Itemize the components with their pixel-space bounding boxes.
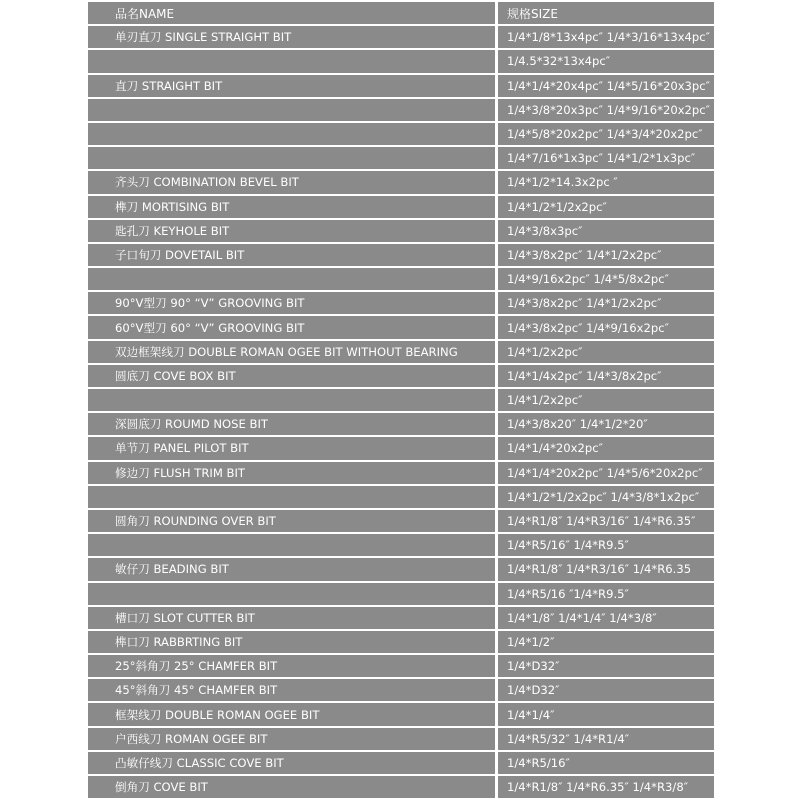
table-row — [88, 510, 714, 532]
table-row — [88, 703, 714, 725]
product-size-cell: 1/4*1/4*20x4pc″ 1/4*5/16*20x3pc″ — [498, 75, 714, 97]
product-name-cell: 凸敏仔线刀 CLASSIC COVE BIT — [88, 752, 495, 774]
product-name-cell: 双边框架线刀 DOUBLE ROMAN OGEE BIT WITHOUT BEARING — [88, 341, 495, 363]
product-size-cell: 1/4*1/2x2pc″ — [498, 341, 714, 363]
table-row — [88, 50, 714, 72]
product-name-cell: 25°斜角刀 25° CHAMFER BIT — [88, 655, 495, 677]
table-row — [88, 583, 714, 605]
name-column-header: 品名NAME — [88, 2, 495, 24]
table-row — [88, 316, 714, 338]
product-name-cell: 单节刀 PANEL PILOT BIT — [88, 437, 495, 459]
product-size-cell: 1/4.5*32*13x4pc″ — [498, 50, 714, 72]
table-row — [88, 752, 714, 774]
product-name-cell — [88, 123, 495, 145]
product-name-cell — [88, 268, 495, 290]
product-size-cell: 1/4*R1/8″ 1/4*R3/16″ 1/4*R6.35 — [498, 558, 714, 580]
product-size-cell: 1/4*1/8″ 1/4*1/4″ 1/4*3/8″ — [498, 607, 714, 629]
product-size-cell: 1/4*9/16x2pc″ 1/4*5/8x2pc″ — [498, 268, 714, 290]
product-size-cell: 1/4*R1/8″ 1/4*R6.35″ 1/4*R3/8″ — [498, 776, 714, 798]
table-row — [88, 462, 714, 484]
product-spec-table — [88, 2, 714, 798]
table-row — [88, 341, 714, 363]
product-size-cell: 1/4*1/4x2pc″ 1/4*3/8x2pc″ — [498, 365, 714, 387]
table-row — [88, 220, 714, 242]
table-row — [88, 99, 714, 121]
product-name-cell: 修边刀 FLUSH TRIM BIT — [88, 462, 495, 484]
table-row — [88, 486, 714, 508]
product-name-cell — [88, 389, 495, 411]
product-size-cell: 1/4*3/8x3pc″ — [498, 220, 714, 242]
product-size-cell: 1/4*D32″ — [498, 655, 714, 677]
product-name-cell — [88, 583, 495, 605]
table-row — [88, 607, 714, 629]
table-row — [88, 26, 714, 48]
product-size-cell: 1/4*1/2*14.3x2pc ″ — [498, 171, 714, 193]
size-column-header: 规格SIZE — [498, 2, 714, 24]
table-row — [88, 534, 714, 556]
table-row — [88, 292, 714, 314]
product-name-cell: 90°V型刀 90° “V” GROOVING BIT — [88, 292, 495, 314]
table-row — [88, 776, 714, 798]
table-row — [88, 631, 714, 653]
product-size-cell: 1/4*1/2*1/2x2pc″ — [498, 196, 714, 218]
table-row — [88, 123, 714, 145]
product-size-cell: 1/4*3/8*20x3pc″ 1/4*9/16*20x2pc″ — [498, 99, 714, 121]
product-size-cell: 1/4*3/8x2pc″ 1/4*1/2x2pc″ — [498, 292, 714, 314]
product-name-cell: 圆底刀 COVE BOX BIT — [88, 365, 495, 387]
product-name-cell: 槽口刀 SLOT CUTTER BIT — [88, 607, 495, 629]
table-row — [88, 147, 714, 169]
product-size-cell: 1/4*3/8x2pc″ 1/4*1/2x2pc″ — [498, 244, 714, 266]
product-size-cell: 1/4*R5/32″ 1/4*R1/4″ — [498, 728, 714, 750]
product-size-cell: 1/4*1/2″ — [498, 631, 714, 653]
product-name-cell: 敏仔刀 BEADING BIT — [88, 558, 495, 580]
product-name-cell — [88, 99, 495, 121]
product-size-cell: 1/4*1/4*20x2pc″ — [498, 437, 714, 459]
product-name-cell: 倒角刀 COVE BIT — [88, 776, 495, 798]
table-header-row — [88, 2, 714, 24]
table-row — [88, 655, 714, 677]
table-row — [88, 244, 714, 266]
product-size-cell: 1/4*R5/16″ 1/4*R9.5″ — [498, 534, 714, 556]
product-size-cell: 1/4*7/16*1x3pc″ 1/4*1/2*1x3pc″ — [498, 147, 714, 169]
table-row — [88, 413, 714, 435]
product-size-cell: 1/4*1/8*13x4pc″ 1/4*3/16*13x4pc″ — [498, 26, 714, 48]
product-size-cell: 1/4*D32″ — [498, 679, 714, 701]
product-name-cell: 齐头刀 COMBINATION BEVEL BIT — [88, 171, 495, 193]
product-size-cell: 1/4*1/4″ — [498, 703, 714, 725]
product-name-cell — [88, 147, 495, 169]
table-row — [88, 196, 714, 218]
product-name-cell: 子口旬刀 DOVETAIL BIT — [88, 244, 495, 266]
product-size-cell: 1/4*5/8*20x2pc″ 1/4*3/4*20x2pc″ — [498, 123, 714, 145]
product-size-cell: 1/4*3/8x20″ 1/4*1/2*20″ — [498, 413, 714, 435]
table-row — [88, 75, 714, 97]
product-name-cell: 户西线刀 ROMAN OGEE BIT — [88, 728, 495, 750]
product-name-cell: 45°斜角刀 45° CHAMFER BIT — [88, 679, 495, 701]
product-name-cell: 单刃直刀 SINGLE STRAIGHT BIT — [88, 26, 495, 48]
product-name-cell: 匙孔刀 KEYHOLE BIT — [88, 220, 495, 242]
table-row — [88, 558, 714, 580]
product-size-cell: 1/4*3/8x2pc″ 1/4*9/16x2pc″ — [498, 316, 714, 338]
table-row — [88, 268, 714, 290]
product-size-cell: 1/4*1/2*1/2x2pc″ 1/4*3/8*1x2pc″ — [498, 486, 714, 508]
product-size-cell: 1/4*1/4*20x2pc″ 1/4*5/6*20x2pc″ — [498, 462, 714, 484]
table-row — [88, 728, 714, 750]
table-row — [88, 171, 714, 193]
product-name-cell — [88, 486, 495, 508]
product-size-cell: 1/4*R5/16″ — [498, 752, 714, 774]
product-size-cell: 1/4*R1/8″ 1/4*R3/16″ 1/4*R6.35″ — [498, 510, 714, 532]
table-row — [88, 365, 714, 387]
product-size-cell: 1/4*1/2x2pc″ — [498, 389, 714, 411]
product-name-cell: 圆角刀 ROUNDING OVER BIT — [88, 510, 495, 532]
product-name-cell: 直刀 STRAIGHT BIT — [88, 75, 495, 97]
product-size-cell: 1/4*R5/16 ″1/4*R9.5″ — [498, 583, 714, 605]
table-row — [88, 437, 714, 459]
product-name-cell: 60°V型刀 60° “V” GROOVING BIT — [88, 316, 495, 338]
product-name-cell: 榫口刀 RABBRTING BIT — [88, 631, 495, 653]
product-name-cell — [88, 50, 495, 72]
product-name-cell: 深圆底刀 ROUMD NOSE BIT — [88, 413, 495, 435]
product-name-cell: 榫刀 MORTISING BIT — [88, 196, 495, 218]
product-name-cell — [88, 534, 495, 556]
table-row — [88, 389, 714, 411]
product-name-cell: 框架线刀 DOUBLE ROMAN OGEE BIT — [88, 703, 495, 725]
table-row — [88, 679, 714, 701]
